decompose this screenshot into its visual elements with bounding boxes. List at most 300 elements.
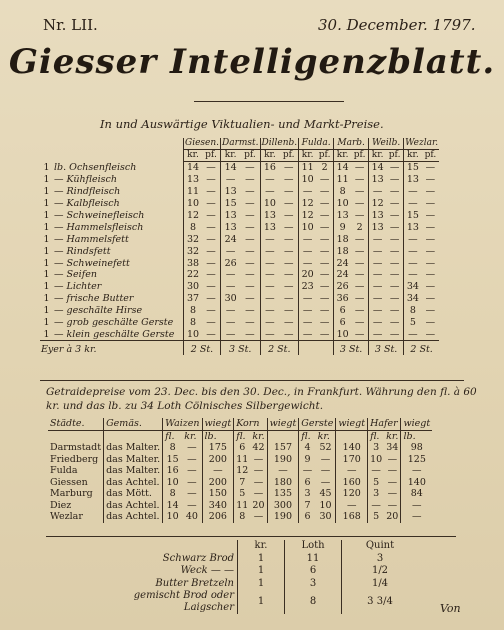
- price-cell: —: [206, 210, 216, 221]
- price-cell: —: [206, 162, 216, 174]
- grain-price-cell: 30: [319, 511, 332, 523]
- row-quantity: 1: [43, 233, 50, 245]
- col-header: wiegt: [336, 418, 368, 430]
- row-label: — grob geschälte Gerste: [54, 317, 174, 329]
- price-cell: —: [319, 257, 330, 269]
- price-cell: —: [283, 210, 294, 221]
- price-cell: —: [389, 317, 400, 329]
- grain-price-cell: —: [401, 511, 432, 523]
- row-label: — Rindfleisch: [54, 186, 121, 198]
- grain-price-cell: 190: [267, 511, 299, 523]
- price-cell: —: [354, 305, 365, 317]
- eggs-label: Eyer à 3 kr.: [40, 341, 184, 355]
- grain-price-cell: 8: [163, 488, 183, 500]
- price-row: [40, 210, 439, 222]
- price-cell: —: [299, 305, 317, 317]
- price-cell: —: [206, 317, 216, 329]
- price-cell: —: [389, 210, 400, 221]
- price-row: [40, 257, 439, 269]
- unit-label: lb.: [202, 430, 234, 442]
- row-quantity: 1: [43, 221, 50, 233]
- price-cell: 24: [334, 257, 352, 269]
- price-cell: —: [389, 221, 400, 233]
- grain-row: [48, 488, 432, 500]
- price-cell: 18: [334, 245, 352, 257]
- grain-price-cell: —: [187, 465, 197, 477]
- unit-label: kr.: [334, 150, 352, 162]
- price-cell: —: [260, 174, 279, 186]
- grain-price-cell: 7: [234, 477, 251, 489]
- grain-price-cell: 8: [234, 511, 251, 523]
- price-cell: —: [404, 257, 422, 269]
- grain-price-cell: —: [267, 465, 299, 477]
- price-cell: —: [221, 245, 241, 257]
- unit-label: kr.: [386, 430, 399, 442]
- bread-row: [85, 590, 418, 614]
- grain-price-cell: 3: [368, 442, 385, 454]
- grain-price-cell: —: [336, 465, 368, 477]
- row-quantity: 1: [43, 198, 50, 210]
- price-cell: —: [299, 245, 317, 257]
- row-quantity: 1: [43, 245, 50, 257]
- price-cell: —: [319, 269, 330, 281]
- price-cell: 8: [334, 186, 352, 198]
- grain-price-cell: —: [187, 488, 197, 500]
- price-cell: 13: [369, 174, 387, 186]
- col-header: Gerste: [299, 418, 336, 430]
- grain-heading: Getraidepreise vom 23. Dec. bis den 30. Dec., in Frankfurt. Währung den fl. à 60 kr. und das lb. zu 34 Loth Cölnisches Silbergewicht.: [46, 386, 477, 412]
- price-cell: —: [319, 305, 330, 317]
- price-cell: —: [283, 317, 294, 329]
- price-cell: 2: [321, 162, 328, 174]
- grain-price-cell: —: [320, 453, 331, 465]
- price-cell: 14: [184, 162, 203, 174]
- price-cell: —: [245, 269, 255, 281]
- price-cell: 14: [369, 162, 387, 174]
- grain-price-cell: —: [299, 465, 316, 477]
- price-cell: —: [206, 245, 216, 257]
- row-quantity: 1: [43, 281, 50, 293]
- price-cell: —: [425, 233, 436, 245]
- grain-price-cell: —: [387, 453, 398, 465]
- price-cell: —: [245, 174, 255, 186]
- price-cell: 8: [184, 221, 203, 233]
- price-cell: 11: [299, 162, 317, 174]
- city-header: Giesen.: [185, 138, 219, 148]
- price-cell: 13: [260, 210, 279, 222]
- bread-row: [85, 578, 418, 591]
- grain-price-cell: 190: [267, 454, 299, 466]
- row-label: — Schweinefett: [54, 257, 130, 269]
- measure-name: das Achtel.: [104, 511, 163, 523]
- measure-name: das Malter.: [104, 454, 163, 466]
- price-cell: 13: [184, 174, 203, 186]
- price-cell: —: [245, 221, 255, 233]
- price-cell: —: [283, 198, 294, 210]
- price-cell: 18: [334, 233, 352, 245]
- col-header: kr.: [238, 540, 285, 553]
- row-quantity: 1: [43, 174, 50, 186]
- price-cell: —: [299, 233, 317, 245]
- bread-value: 1: [238, 590, 285, 614]
- grain-price-cell: 10: [368, 454, 385, 466]
- price-cell: —: [299, 293, 317, 305]
- unit-label: kr.: [404, 150, 422, 162]
- price-cell: 12: [369, 198, 387, 210]
- city-header: Weilb.: [369, 138, 404, 150]
- grain-price-cell: —: [187, 476, 197, 488]
- grain-price-cell: 8: [163, 442, 183, 454]
- price-cell: 30: [221, 293, 241, 305]
- price-cell: —: [354, 162, 365, 174]
- price-cell: —: [319, 293, 330, 305]
- price-cell: 15: [404, 162, 422, 174]
- price-cell: —: [425, 257, 436, 269]
- price-cell: —: [369, 233, 387, 245]
- grain-price-cell: —: [401, 500, 432, 512]
- price-cell: 8: [404, 305, 422, 317]
- row-label: — frische Butter: [54, 293, 134, 305]
- price-cell: 14: [334, 162, 352, 174]
- price-cell: —: [299, 317, 317, 329]
- price-cell: —: [389, 257, 400, 269]
- price-cell: —: [245, 210, 255, 221]
- price-cell: —: [245, 305, 255, 317]
- col-header: Gemäs.: [104, 418, 163, 430]
- bread-value: 1: [238, 565, 285, 578]
- grain-price-cell: —: [202, 465, 234, 477]
- price-cell: 26: [221, 257, 241, 269]
- price-cell: —: [319, 317, 330, 329]
- price-cell: —: [245, 233, 255, 245]
- price-cell: 11: [184, 186, 203, 198]
- price-cell: —: [206, 233, 216, 245]
- unit-label: pf.: [240, 150, 260, 162]
- bread-row: [85, 565, 418, 578]
- price-cell: 23: [299, 281, 317, 293]
- unit-label: kr.: [252, 430, 265, 442]
- row-label: — Rindsfett: [54, 245, 111, 257]
- price-cell: —: [245, 293, 255, 305]
- price-cell: —: [389, 233, 400, 245]
- grain-price-cell: —: [336, 500, 368, 512]
- price-cell: 13: [369, 210, 387, 222]
- price-cell: 10: [184, 198, 203, 210]
- price-cell: —: [369, 186, 387, 198]
- price-row: [40, 198, 439, 210]
- unit-label: pf.: [422, 150, 440, 162]
- price-cell: —: [221, 328, 241, 340]
- grain-price-cell: 200: [202, 477, 234, 489]
- price-cell: 13: [221, 186, 241, 198]
- price-cell: —: [354, 233, 365, 245]
- col-header: wiegt: [267, 418, 299, 430]
- price-cell: —: [354, 210, 365, 221]
- grain-price-cell: —: [253, 511, 264, 523]
- price-cell: 13: [369, 221, 387, 233]
- grain-price-cell: 11: [234, 454, 251, 466]
- measure-name: das Achtel.: [104, 500, 163, 512]
- price-cell: —: [354, 257, 365, 269]
- price-cell: 12: [299, 210, 317, 222]
- grain-price-cell: 175: [202, 442, 234, 454]
- price-cell: 10: [260, 198, 279, 210]
- price-cell: 6: [334, 317, 352, 329]
- price-row: [40, 174, 439, 186]
- price-cell: 24: [221, 233, 241, 245]
- city-name: Fulda: [50, 465, 78, 477]
- grain-price-cell: 20: [252, 499, 265, 511]
- price-cell: 37: [184, 293, 203, 305]
- price-cell: —: [206, 269, 216, 281]
- price-cell: —: [369, 305, 387, 317]
- price-cell: —: [221, 174, 241, 186]
- measure-name: das Achtel.: [104, 477, 163, 489]
- price-cell: —: [283, 257, 294, 269]
- price-cell: —: [369, 281, 387, 293]
- price-cell: —: [319, 328, 330, 340]
- section-rule: [46, 536, 456, 537]
- grain-price-cell: 120: [336, 488, 368, 500]
- grain-price-cell: 45: [319, 488, 332, 500]
- grain-price-cell: 20: [386, 511, 399, 523]
- grain-price-cell: —: [253, 476, 264, 488]
- unit-label: pf.: [351, 150, 369, 162]
- price-cell: 14: [221, 162, 241, 174]
- grain-price-cell: —: [187, 442, 197, 454]
- price-cell: —: [425, 293, 436, 305]
- grain-price-cell: —: [253, 465, 264, 477]
- grain-price-cell: 157: [267, 442, 299, 454]
- price-cell: —: [206, 174, 216, 186]
- price-cell: —: [245, 162, 255, 174]
- price-cell: —: [221, 269, 241, 281]
- col-header: Waizen: [163, 418, 202, 430]
- grain-price-cell: 3: [368, 488, 385, 500]
- unit-label: kr.: [184, 430, 197, 442]
- city-header-row: [40, 138, 439, 150]
- grain-price-cell: —: [401, 465, 432, 477]
- price-cell: 16: [260, 162, 279, 174]
- catchword: Von: [440, 602, 461, 615]
- price-cell: —: [206, 221, 216, 233]
- price-cell: —: [260, 281, 279, 293]
- price-cell: 13: [221, 221, 241, 233]
- price-cell: —: [260, 233, 279, 245]
- grain-price-cell: 300: [267, 500, 299, 512]
- price-cell: —: [354, 328, 365, 340]
- price-row: [40, 269, 439, 281]
- bread-value: 3 3/4: [342, 590, 419, 614]
- section-rule: [40, 380, 464, 381]
- victuals-price-table: [40, 138, 439, 355]
- unit-label: kr.: [184, 150, 203, 162]
- price-cell: —: [260, 245, 279, 257]
- price-cell: 10: [334, 328, 352, 340]
- grain-price-cell: —: [387, 499, 398, 511]
- price-row: [40, 233, 439, 245]
- unit-label: fl.: [163, 430, 183, 442]
- unit-label: kr.: [299, 150, 317, 162]
- price-cell: —: [245, 198, 255, 210]
- price-cell: —: [319, 245, 330, 257]
- grain-price-cell: 140: [401, 477, 432, 489]
- city-name: Darmstadt: [50, 442, 102, 454]
- grain-price-cell: 168: [336, 511, 368, 523]
- price-cell: —: [425, 317, 436, 329]
- issue-date: 30. December. 1797.: [318, 16, 476, 34]
- price-cell: 10: [299, 174, 317, 186]
- grain-price-cell: 4: [299, 442, 316, 454]
- grain-price-cell: 160: [336, 477, 368, 489]
- price-cell: —: [299, 257, 317, 269]
- row-quantity: 1: [43, 257, 50, 269]
- price-cell: —: [283, 328, 294, 340]
- prices-subtitle: In und Auswärtige Viktualien- und Markt-Preise.: [100, 117, 384, 131]
- price-cell: —: [245, 257, 255, 269]
- price-cell: —: [319, 221, 330, 233]
- price-cell: 32: [184, 233, 203, 245]
- price-cell: —: [319, 174, 330, 186]
- grain-price-cell: 34: [386, 442, 399, 454]
- grain-price-cell: 14: [163, 500, 183, 512]
- price-cell: 30: [184, 281, 203, 293]
- unit-label: fl.: [234, 430, 251, 442]
- bread-label: Butter Bretzeln: [155, 577, 234, 589]
- city-name: Wezlar: [50, 511, 83, 523]
- price-cell: —: [283, 221, 294, 233]
- price-cell: 13: [404, 221, 422, 233]
- grain-unit-row: [48, 430, 432, 442]
- row-quantity: 1: [43, 305, 50, 317]
- price-cell: 32: [184, 245, 203, 257]
- unit-label: fl.: [368, 430, 385, 442]
- price-cell: —: [319, 210, 330, 221]
- row-quantity: 1: [43, 328, 50, 340]
- bread-value: 11: [285, 553, 342, 566]
- price-cell: —: [425, 210, 436, 221]
- grain-price-cell: —: [387, 488, 398, 500]
- measure-name: das Malter.: [104, 465, 163, 477]
- grain-price-cell: 180: [267, 477, 299, 489]
- price-cell: —: [260, 186, 279, 198]
- city-header: Wezlar.: [405, 138, 439, 148]
- grain-price-cell: 5: [368, 511, 385, 523]
- price-cell: 10: [299, 221, 317, 233]
- price-cell: 34: [404, 281, 422, 293]
- col-header: Korn: [234, 418, 267, 430]
- unit-label: fl.: [299, 430, 316, 442]
- city-header: Dillenb.: [261, 138, 298, 148]
- price-cell: —: [354, 198, 365, 210]
- price-cell: —: [354, 281, 365, 293]
- price-cell: —: [404, 269, 422, 281]
- price-cell: —: [404, 186, 422, 198]
- price-cell: —: [369, 269, 387, 281]
- price-cell: —: [319, 198, 330, 210]
- price-cell: —: [206, 186, 216, 198]
- price-cell: —: [283, 281, 294, 293]
- grain-price-cell: —: [253, 453, 264, 465]
- price-cell: —: [425, 281, 436, 293]
- price-cell: 8: [184, 317, 203, 329]
- price-cell: —: [283, 162, 294, 174]
- grain-row: [48, 442, 432, 454]
- price-cell: —: [260, 317, 279, 329]
- grain-price-cell: —: [253, 488, 264, 500]
- price-cell: —: [283, 245, 294, 257]
- price-cell: —: [389, 328, 400, 340]
- grain-price-cell: —: [387, 476, 398, 488]
- grain-price-cell: 150: [202, 488, 234, 500]
- price-cell: —: [389, 269, 400, 281]
- eggs-count: 3 St.: [221, 341, 261, 355]
- col-header: Quint: [342, 540, 419, 553]
- price-cell: —: [389, 162, 400, 174]
- row-label: — klein geschälte Gerste: [54, 328, 175, 340]
- grain-price-cell: 12: [234, 465, 251, 477]
- row-label: lb. Ochsenfleisch: [54, 162, 137, 174]
- price-cell: —: [206, 281, 216, 293]
- eggs-count: 3 St.: [334, 341, 369, 355]
- price-row: [40, 186, 439, 198]
- price-cell: 20: [299, 269, 317, 281]
- row-quantity: 1: [43, 186, 50, 198]
- price-cell: —: [206, 257, 216, 269]
- price-cell: —: [389, 174, 400, 186]
- price-row: [40, 293, 439, 305]
- col-header: Städte.: [48, 418, 104, 430]
- unit-label: kr.: [369, 150, 387, 162]
- grain-price-cell: 170: [336, 454, 368, 466]
- grain-price-table: [48, 418, 432, 523]
- bread-value: 1/2: [342, 565, 419, 578]
- row-label: — Lichter: [54, 281, 102, 293]
- row-label: — geschälte Hirse: [54, 305, 143, 317]
- masthead-title: Giesser Intelligenzblatt.: [8, 42, 496, 82]
- price-cell: —: [283, 174, 294, 186]
- price-cell: 36: [334, 293, 352, 305]
- price-cell: —: [206, 328, 216, 340]
- price-cell: —: [425, 186, 436, 198]
- price-cell: —: [245, 281, 255, 293]
- price-cell: 24: [334, 269, 352, 281]
- eggs-count: [299, 341, 334, 355]
- price-cell: —: [319, 186, 330, 198]
- row-label: — Schweinefleisch: [54, 210, 145, 221]
- row-label: — Hammelsfett: [54, 233, 129, 245]
- city-header: Darmst.: [222, 138, 259, 148]
- grain-price-cell: 15: [163, 454, 183, 466]
- price-row: [40, 317, 439, 329]
- row-label: — Hammelsfleisch: [54, 221, 144, 233]
- row-quantity: 1: [43, 162, 50, 174]
- bread-value: 3: [285, 578, 342, 591]
- grain-price-cell: 6: [299, 477, 316, 489]
- price-cell: —: [221, 305, 241, 317]
- grain-price-cell: —: [368, 465, 385, 477]
- eggs-count: 2 St.: [260, 341, 299, 355]
- grain-price-cell: 5: [234, 488, 251, 500]
- unit-header-row: [40, 150, 439, 162]
- col-header: wiegt: [202, 418, 234, 430]
- grain-price-cell: 40: [185, 511, 198, 523]
- price-cell: —: [245, 186, 255, 198]
- grain-price-cell: 16: [163, 465, 183, 477]
- bread-value: 3: [342, 553, 419, 566]
- grain-price-cell: 42: [252, 442, 265, 454]
- bread-value: 1: [238, 578, 285, 591]
